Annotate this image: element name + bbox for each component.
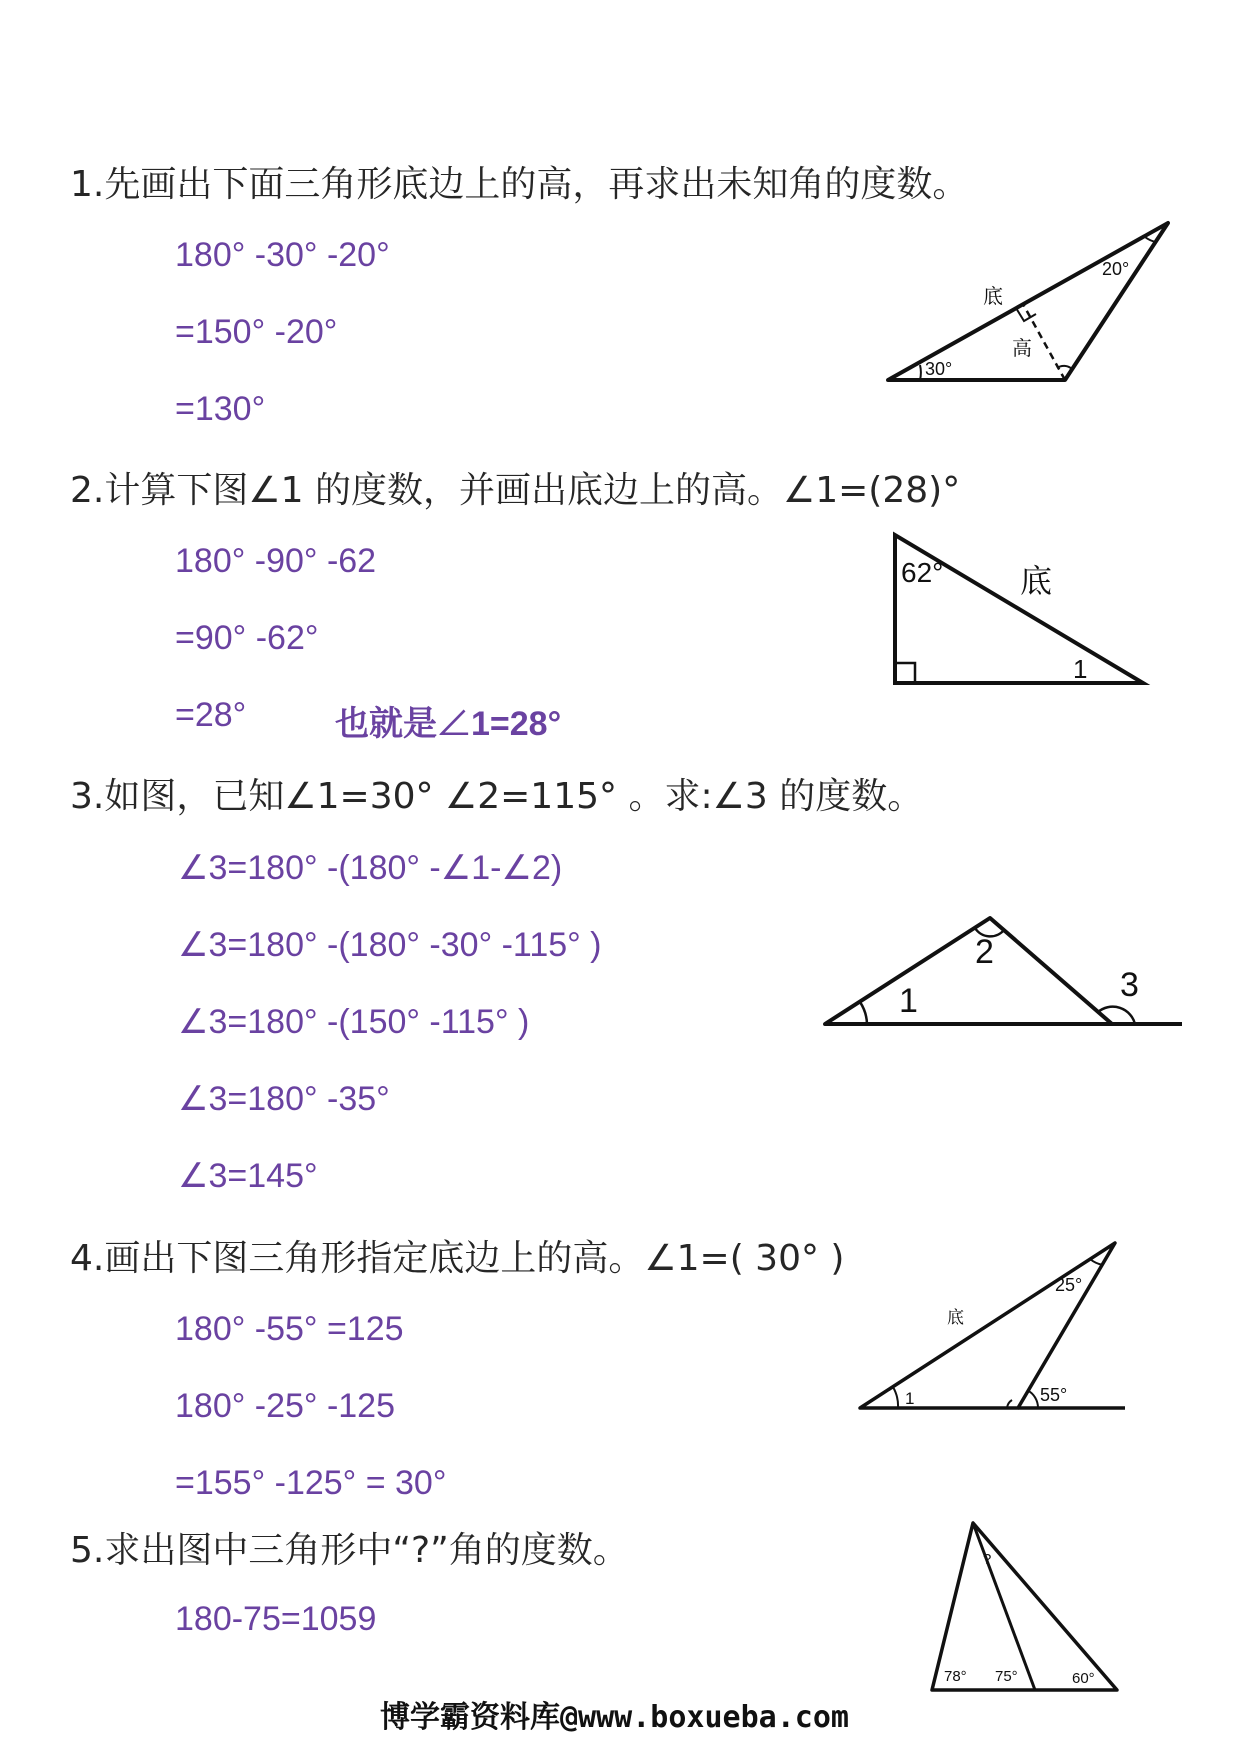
base-label: 底 [947,1308,964,1327]
answer-1-line-3: =130° [175,390,266,428]
answer-4-line-2: 180° -25° -125 [175,1387,396,1425]
angle-label-25: 25° [1055,1275,1083,1295]
angle-label-78: 78° [944,1668,967,1685]
angle-label-20: 20° [1102,259,1130,279]
base-label: 底 [1020,563,1053,599]
answer-4-line-3: =155° -125° = 30° [175,1464,447,1502]
answer-1-line-1: 180° -30° -20° [175,236,390,274]
angle-label-1: 1 [1073,654,1088,684]
triangle-figure-5 [925,1518,1125,1693]
question-1: 1.先画出下面三角形底边上的高，再求出未知角的度数。 [70,164,969,205]
answer-2-line-3: =28° [175,696,247,734]
angle-label-75: 75° [995,1668,1018,1685]
angle-label-62: 62° [901,557,944,588]
base-label: 底 [983,286,1003,308]
height-label: 高 [1012,338,1032,360]
answer-2-line-2: =90° -62° [175,619,319,657]
answer-5-line-1: 180-75=1059 [175,1600,377,1638]
question-2: 2.计算下图∠1 的度数，并画出底边上的高。∠1=(28)° [70,470,961,511]
angle-label-2: 2 [975,933,994,971]
angle-label-1: 1 [905,1389,915,1408]
answer-4-line-1: 180° -55° =125 [175,1310,404,1348]
answer-3-line-4: ∠3=180° -35° [178,1080,390,1118]
question-4: 4.画出下图三角形指定底边上的高。∠1=( 30° ) [70,1238,845,1279]
angle-label-55: 55° [1040,1385,1068,1405]
answer-2-line-1: 180° -90° -62 [175,542,377,580]
angle-label-1: 1 [899,982,918,1020]
answer-2-note: 也就是∠1=28° [335,705,562,743]
question-5: 5.求出图中三角形中“?”角的度数。 [70,1530,629,1571]
question-3: 3.如图，已知∠1=30° ∠2=115° 。求:∠3 的度数。 [70,776,924,817]
triangle-figure-3 [820,910,1185,1030]
angle-label-3: 3 [1120,966,1139,1004]
angle-label-60: 60° [1072,1670,1095,1687]
angle-label-30: 30° [925,359,953,379]
answer-3-line-2: ∠3=180° -(180° -30° -115° ) [178,926,602,964]
answer-3-line-1: ∠3=180° -(180° -∠1-∠2) [178,849,563,887]
answer-3-line-5: ∠3=145° [178,1157,318,1195]
footer-watermark: 博学霸资料库@www.boxueba.com [380,1700,849,1735]
triangle-figure-1 [880,215,1180,390]
triangle-figure-2 [885,525,1145,690]
unknown-angle-label: ? [983,1551,992,1568]
answer-3-line-3: ∠3=180° -(150° -115° ) [178,1003,530,1041]
answer-1-line-2: =150° -20° [175,313,338,351]
triangle-figure-4 [855,1240,1130,1415]
